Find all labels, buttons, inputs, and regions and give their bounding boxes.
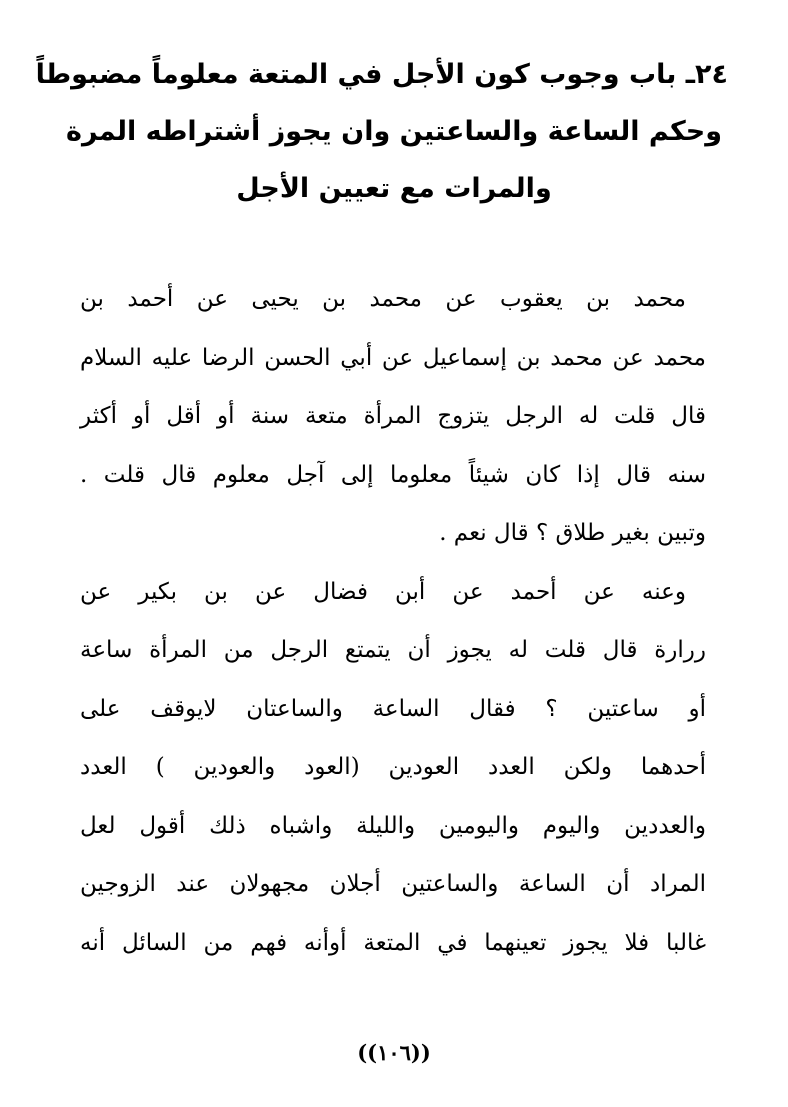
body-text [80, 270, 706, 972]
text-line: المراد أن الساعة والساعتين أجلان مجهولان عند الزوجين [80, 871, 706, 897]
heading-line-1: ٢٤ـ باب وجوب كون الأجل في المتعة معلوماً مضبوطاً [35, 59, 728, 90]
heading-line-2: وحكم الساعة والساعتين وان يجوز أشتراطه المرة [66, 116, 722, 147]
text-line: سنه قال إذا كان شيئاً معلوما إلى آجل معلوم قال قلت . [80, 461, 706, 488]
heading-line-3: والمرات مع تعيين الأجل [236, 173, 552, 204]
text-line: قال قلت له الرجل يتزوج المرأة متعة سنة أو أقل أو أكثر [80, 403, 706, 429]
page-number: ((١٠٦)) [357, 1040, 431, 1065]
text-line: غالبا فلا يجوز تعينهما في المتعة أوأنه فهم من السائل أنه [80, 929, 706, 956]
hadith-paragraph-1 [80, 270, 706, 563]
chapter-heading [35, 46, 728, 217]
text-line: أو ساعتين ؟ فقال الساعة والساعتان لايوقف على [80, 695, 706, 722]
text-line: ررارة قال قلت له يجوز أن يتمتع الرجل من المرأة ساعة [80, 637, 706, 663]
text-line: أحدهما ولكن العدد العودين (العود والعودين ) العدد [80, 754, 706, 780]
text-line: والعددين واليوم واليومين والليلة واشباه ذلك أقول لعل [80, 812, 706, 839]
text-line: وعنه عن أحمد عن أبن فضال عن بن بكير عن [80, 578, 686, 605]
text-line: محمد بن يعقوب عن محمد بن يحيى عن أحمد بن [80, 286, 686, 312]
hadith-paragraph-2 [80, 563, 706, 973]
text-line: محمد عن محمد بن إسماعيل عن أبي الحسن الرضا عليه السلام [80, 344, 706, 371]
text-line: وتبين بغير طلاق ؟ قال نعم . [439, 520, 706, 546]
